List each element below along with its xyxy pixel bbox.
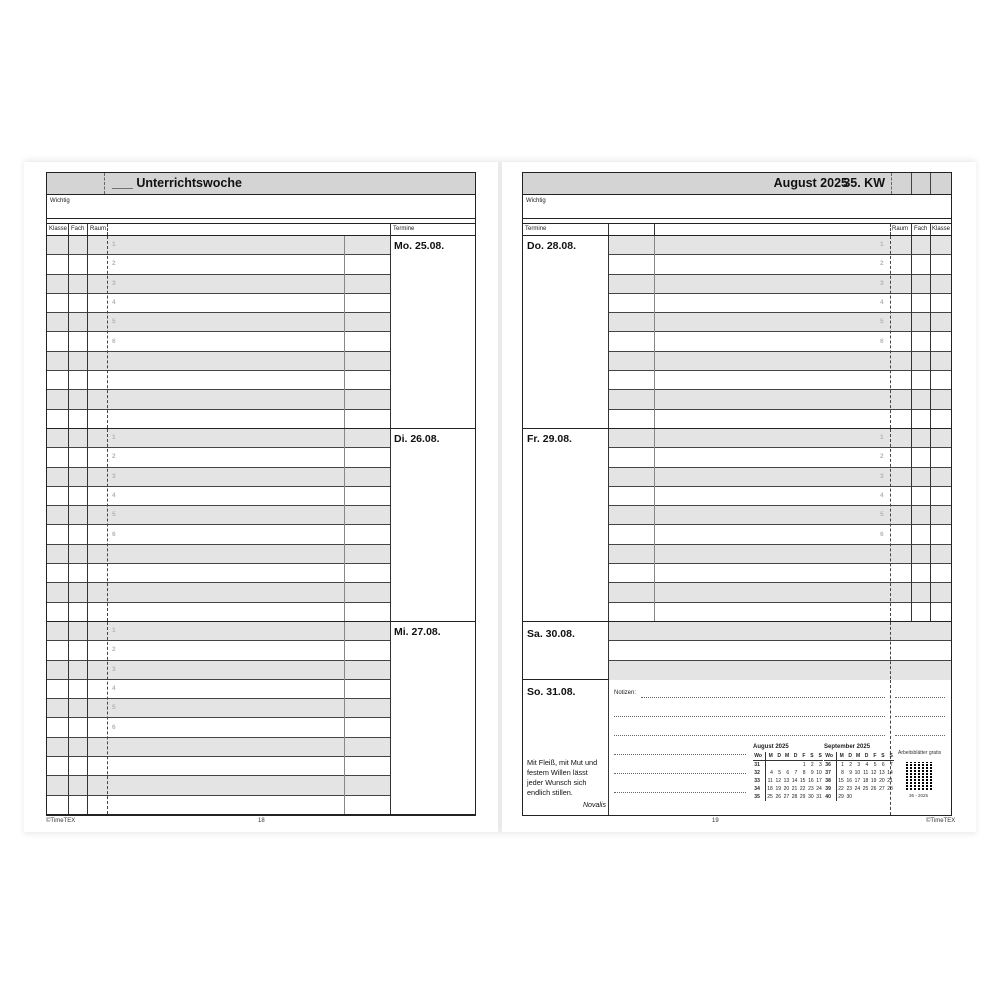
lesson-row[interactable] (609, 429, 951, 448)
lesson-number: 5 (880, 511, 884, 519)
day-label-di: Di. 26.08. (394, 433, 440, 445)
calendar-cell: 9 (849, 770, 852, 776)
left-copyright: ©TimeTEX (46, 818, 76, 824)
lesson-row[interactable] (609, 487, 951, 506)
calendar-cell: 37 (824, 769, 836, 777)
calendar-cell: 15 (799, 778, 806, 784)
calendar-header-cell: M (765, 752, 774, 761)
lesson-number: 5 (880, 318, 884, 326)
lesson-row[interactable] (609, 506, 951, 525)
lesson-row[interactable] (47, 680, 390, 699)
calendar-cell: 35 (753, 793, 765, 801)
lesson-number: 1 (112, 241, 116, 248)
week-title: ___ Unterrichtswoche (112, 176, 242, 190)
day-block-do (523, 236, 951, 429)
calendar-cell: 21 (887, 778, 893, 784)
calendar-cell: 17 (854, 778, 861, 784)
lesson-number: 4 (112, 298, 116, 306)
right-page-number: 19 (712, 818, 719, 824)
qr-caption-bottom: 36 - 2025 (909, 793, 929, 798)
calendar-cell: 13 (783, 778, 790, 784)
lesson-row[interactable] (609, 468, 951, 487)
lesson-number: 1 (112, 627, 116, 634)
calendar-cell: 23 (846, 786, 852, 792)
calendar-cell: 4 (865, 762, 869, 768)
kw-title: 35. KW (843, 176, 885, 190)
lesson-row[interactable] (609, 390, 951, 409)
lesson-number: 4 (112, 684, 116, 692)
calendar-cell: 30 (846, 794, 852, 800)
calendar-cell: 17 (816, 778, 822, 784)
calendar-cell: 14 (887, 770, 893, 776)
calendar-cell: 29 (799, 794, 806, 800)
lesson-number: 2 (880, 453, 884, 461)
calendar-header-cell: M (836, 752, 845, 761)
lesson-number: 1 (112, 434, 116, 441)
lesson-row[interactable] (47, 294, 390, 313)
lesson-row[interactable] (47, 506, 390, 525)
calendar-cell: 23 (808, 786, 814, 792)
lesson-row[interactable] (609, 448, 951, 467)
calendar-cell: 8 (802, 770, 806, 776)
calendar-title: September 2025 (824, 744, 871, 750)
sa-row-3[interactable] (609, 661, 951, 680)
lesson-number: 1 (880, 434, 884, 441)
lesson-number: 5 (112, 318, 116, 326)
lesson-row[interactable] (47, 371, 390, 390)
lesson-number: 5 (112, 704, 116, 712)
quote-text: Mit Fleiß, mit Mut und festem Willen lässt jeder Wunsch sich endlich stillen. (527, 758, 598, 797)
calendar-title: August 2025 (753, 744, 789, 750)
lesson-row[interactable] (47, 641, 390, 660)
sa-row-1[interactable] (609, 622, 951, 641)
day-block-di (47, 429, 475, 622)
calendar-cell: 18 (767, 786, 773, 792)
lesson-number: 6 (112, 337, 116, 345)
lesson-row[interactable] (609, 371, 951, 390)
left-header (47, 173, 475, 195)
lesson-number: 3 (112, 472, 116, 480)
calendar-header-cell: Wo (753, 752, 765, 761)
lesson-row[interactable] (47, 583, 390, 602)
lesson-row[interactable] (47, 564, 390, 583)
lesson-row[interactable] (609, 603, 951, 622)
calendar-header-cell: M (782, 752, 790, 761)
calendar-header-cell: D (861, 752, 869, 761)
lesson-number: 3 (880, 472, 884, 480)
left-page-number: 18 (258, 818, 265, 824)
calendar-cell: 20 (783, 786, 790, 792)
calendar-august (753, 744, 823, 801)
lesson-row[interactable] (609, 410, 951, 429)
calendar-cell: 15 (838, 778, 844, 784)
lesson-number: 2 (112, 646, 116, 654)
right-copyright: ©TimeTEX (926, 818, 956, 824)
wichtig-label: Wichtig (50, 198, 70, 204)
right-wichtig-box[interactable] (523, 195, 951, 219)
lesson-row[interactable] (47, 661, 390, 680)
lesson-row[interactable] (609, 583, 951, 602)
left-frame (46, 172, 476, 816)
left-page (24, 162, 498, 832)
day-label-fr: Fr. 29.08. (527, 433, 572, 445)
calendar-cell (765, 761, 774, 770)
lesson-row[interactable] (47, 313, 390, 332)
calendar-header-cell: D (845, 752, 853, 761)
calendar-cell: 7 (794, 770, 798, 776)
calendar-cell: 26 (775, 794, 781, 800)
calendar-cell: 38 (824, 777, 836, 785)
calendar-cell: 12 (775, 778, 781, 784)
calendar-cell: 3 (857, 762, 861, 768)
col-fach-right: Fach (914, 226, 928, 232)
calendar-cell: 27 (879, 786, 885, 792)
lesson-row[interactable] (47, 622, 390, 641)
lesson-number: 3 (112, 665, 116, 673)
lesson-row[interactable] (47, 410, 390, 429)
lesson-number: 5 (112, 511, 116, 519)
calendar-cell: 27 (783, 794, 790, 800)
calendar-september (824, 744, 894, 801)
calendar-cell: 1 (841, 762, 844, 768)
calendar-cell: 13 (879, 770, 885, 776)
lesson-row[interactable] (47, 776, 390, 795)
right-header (523, 173, 951, 195)
calendar-cell: 22 (838, 786, 844, 792)
calendar-cell: 1 (802, 762, 806, 768)
lesson-row[interactable] (47, 352, 390, 371)
calendar-cell: 39 (824, 785, 836, 793)
calendar-header-cell: S (807, 752, 815, 761)
lesson-row[interactable] (47, 545, 390, 564)
calendar-cell: 10 (854, 770, 861, 776)
calendar-cell: 40 (824, 793, 836, 801)
calendar-cell: 3 (819, 762, 822, 768)
calendar-cell: 10 (816, 770, 822, 776)
lesson-row[interactable] (47, 603, 390, 622)
calendar-cell: 6 (786, 770, 790, 776)
qr-code-icon[interactable] (906, 762, 934, 790)
lesson-row[interactable] (47, 255, 390, 274)
lesson-row[interactable] (609, 564, 951, 583)
col-klasse-right: Klasse (932, 226, 951, 232)
calendar-header-cell: F (799, 752, 807, 761)
lesson-number: 2 (112, 453, 116, 461)
lesson-row[interactable] (47, 738, 390, 757)
lesson-row[interactable] (47, 275, 390, 294)
calendar-cell: 16 (808, 778, 814, 784)
lesson-row[interactable] (47, 333, 390, 352)
col-termine: Termine (393, 226, 415, 232)
calendar-cell (774, 761, 782, 770)
calendar-cell: 7 (890, 762, 893, 768)
calendar-header-cell: M (853, 752, 861, 761)
day-label-sa: Sa. 30.08. (527, 628, 575, 640)
notes-label: Notizen: (614, 690, 637, 696)
lesson-row[interactable] (47, 757, 390, 776)
calendar-cell: 36 (824, 761, 836, 770)
lesson-number: 3 (880, 279, 884, 287)
calendar-cell: 34 (753, 785, 765, 793)
lesson-row[interactable] (47, 429, 390, 448)
calendar-header-cell: D (790, 752, 798, 761)
lesson-number: 4 (880, 491, 884, 499)
lesson-number: 6 (112, 723, 116, 731)
calendar-cell: 11 (767, 778, 773, 784)
day-block-mi (47, 622, 475, 815)
lesson-row[interactable] (47, 468, 390, 487)
day-block-mo (47, 236, 475, 429)
day-label-mi: Mi. 27.08. (394, 626, 441, 638)
lesson-number: 4 (112, 491, 116, 499)
wichtig-label-right: Wichtig (526, 198, 546, 204)
lesson-row[interactable] (47, 796, 390, 815)
calendar-cell: 19 (870, 778, 877, 784)
calendar-cell (861, 793, 869, 801)
day-block-sa (523, 622, 951, 680)
lesson-number: 2 (880, 260, 884, 268)
calendar-cell (878, 793, 886, 801)
day-label-do: Do. 28.08. (527, 240, 577, 252)
calendar-header-cell: S (878, 752, 886, 761)
calendar-cell: 19 (775, 786, 781, 792)
calendar-header-cell: S (815, 752, 823, 761)
lesson-row[interactable] (47, 487, 390, 506)
calendar-cell: 24 (854, 786, 861, 792)
lesson-row[interactable] (609, 275, 951, 294)
col-raum-right: Raum (892, 226, 909, 232)
day-label-mo: Mo. 25.08. (394, 240, 445, 252)
lesson-row[interactable] (609, 313, 951, 332)
calendar-cell: 25 (862, 786, 869, 792)
lesson-row[interactable] (609, 255, 951, 274)
calendar-cell (886, 793, 894, 801)
lesson-row[interactable] (609, 333, 951, 352)
calendar-cell: 33 (753, 777, 765, 785)
calendar-cell: 18 (862, 778, 869, 784)
quote-author: Novalis (583, 802, 606, 809)
calendar-cell: 24 (816, 786, 822, 792)
day-block-so (523, 680, 951, 815)
calendar-cell: 26 (870, 786, 877, 792)
calendar-cell: 2 (849, 762, 852, 768)
calendar-cell: 11 (863, 770, 869, 776)
lesson-number: 6 (880, 337, 884, 345)
lesson-row[interactable] (47, 719, 390, 738)
lesson-row[interactable] (609, 352, 951, 371)
lesson-number: 4 (880, 298, 884, 306)
lesson-number: 6 (880, 530, 884, 538)
right-column-header (523, 223, 951, 236)
calendar-cell: 5 (778, 770, 781, 776)
day-block-fr (523, 429, 951, 622)
calendar-cell: 28 (791, 794, 798, 800)
calendar-cell: 12 (870, 770, 877, 776)
calendar-header-cell: S (886, 752, 894, 761)
col-termine-right: Termine (525, 226, 547, 232)
lesson-row[interactable] (47, 236, 390, 255)
left-column-header (47, 223, 475, 236)
calendar-cell: 5 (873, 762, 877, 768)
lesson-row[interactable] (609, 526, 951, 545)
calendar-cell: 25 (767, 794, 773, 800)
calendar-header-cell: D (774, 752, 782, 761)
sa-row-2[interactable] (609, 641, 951, 660)
lesson-row[interactable] (609, 236, 951, 255)
lesson-number: 3 (112, 279, 116, 287)
calendar-cell: 2 (810, 762, 814, 768)
calendar-header-cell: F (870, 752, 878, 761)
qr-caption-top: Arbeitsblätter gratis (898, 750, 942, 756)
day-label-so: So. 31.08. (527, 686, 576, 698)
lesson-row[interactable] (47, 448, 390, 467)
right-frame (522, 172, 952, 816)
calendar-cell (870, 793, 878, 801)
calendar-cell: 20 (879, 778, 885, 784)
calendar-cell: 31 (753, 761, 765, 770)
calendar-cell: 6 (881, 762, 885, 768)
lesson-number: 1 (880, 241, 884, 248)
calendar-cell: 32 (753, 769, 765, 777)
lesson-row[interactable] (47, 390, 390, 409)
calendar-cell: 22 (799, 786, 806, 792)
calendar-cell (853, 793, 861, 801)
col-klasse: Klasse (49, 226, 68, 232)
calendar-cell: 9 (810, 770, 814, 776)
calendar-cell: 28 (887, 786, 893, 792)
lesson-number: 2 (112, 260, 116, 268)
calendar-cell (782, 761, 790, 770)
lesson-number: 6 (112, 530, 116, 538)
calendar-cell: 31 (816, 794, 822, 800)
lesson-row[interactable] (609, 294, 951, 313)
calendar-cell: 16 (846, 778, 852, 784)
left-wichtig-box[interactable] (47, 195, 475, 219)
lesson-row[interactable] (47, 526, 390, 545)
calendar-cell: 21 (791, 786, 798, 792)
month-title: August 2025 (773, 176, 848, 190)
right-page (502, 162, 976, 832)
calendar-cell (790, 761, 798, 770)
col-fach: Fach (71, 226, 85, 232)
lesson-row[interactable] (47, 699, 390, 718)
col-raum: Raum (90, 226, 107, 232)
calendar-cell: 29 (838, 794, 844, 800)
lesson-row[interactable] (609, 545, 951, 564)
calendar-cell: 30 (808, 794, 814, 800)
calendar-cell: 8 (841, 770, 844, 776)
calendar-header-cell: Wo (824, 752, 836, 761)
calendar-cell: 14 (791, 778, 798, 784)
calendar-cell: 4 (770, 770, 773, 776)
